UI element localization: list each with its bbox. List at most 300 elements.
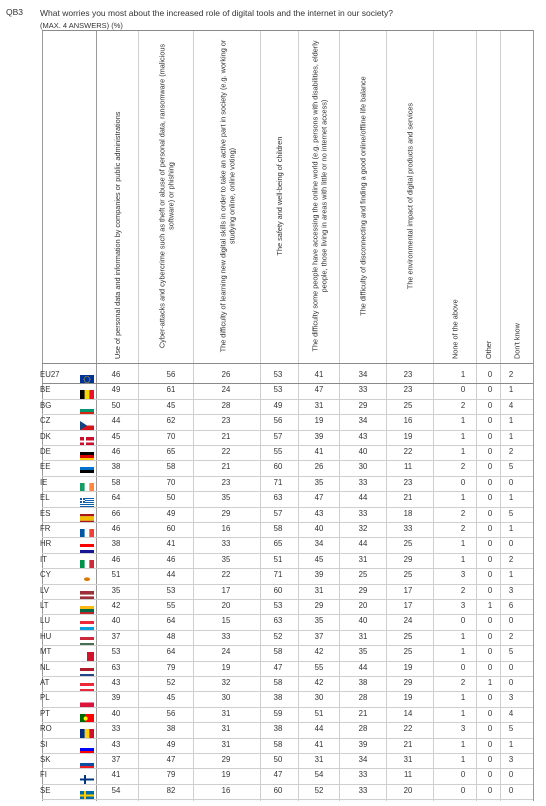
value-cell: 0 [487, 724, 493, 734]
value-cell: 45 [166, 400, 176, 410]
value-cell: 38 [111, 462, 121, 472]
value-cell: 28 [358, 724, 368, 734]
value-cell: 50 [111, 400, 121, 410]
value-cell: 0 [487, 616, 493, 626]
flag-icon [80, 741, 94, 750]
value-cell: 1 [460, 708, 466, 718]
flag-icon [80, 771, 94, 780]
value-cell: 41 [314, 739, 324, 749]
column-header-label [299, 33, 338, 359]
value-cell: 0 [487, 493, 493, 503]
value-cell: 0 [487, 708, 493, 718]
value-cell: 79 [166, 662, 176, 672]
value-cell: 0 [460, 770, 466, 780]
value-cell: 4 [508, 708, 514, 718]
column-header [193, 30, 260, 359]
value-cell: 41 [314, 370, 324, 379]
value-cell: 2 [460, 462, 466, 472]
value-cell: 58 [273, 647, 283, 657]
value-cell: 49 [273, 400, 283, 410]
value-cell: 16 [221, 785, 231, 795]
value-cell: 33 [358, 508, 368, 518]
value-cell: 45 [166, 693, 176, 703]
value-cell: 0 [460, 785, 466, 795]
table-row [0, 722, 546, 737]
value-cell: 0 [508, 539, 514, 549]
value-cell: 0 [487, 585, 493, 595]
value-cell: 47 [273, 770, 283, 780]
value-cell: 49 [111, 385, 121, 395]
value-cell: 66 [111, 508, 121, 518]
value-cell: 23 [403, 385, 413, 395]
value-cell: 53 [273, 601, 283, 610]
country-code: BE [40, 385, 51, 395]
country-code: EL [40, 493, 50, 503]
value-cell: 40 [358, 447, 368, 456]
value-cell: 21 [403, 739, 413, 749]
value-cell: 22 [221, 447, 231, 456]
value-cell: 39 [358, 739, 368, 749]
value-cell: 55 [314, 662, 324, 672]
value-cell: 79 [166, 770, 176, 780]
country-code: EE [40, 462, 51, 472]
value-cell: 46 [111, 554, 121, 564]
country-code: LV [40, 585, 49, 595]
country-code: SK [40, 755, 51, 764]
column-header [433, 30, 476, 359]
table-row [0, 383, 546, 398]
column-header [96, 30, 138, 359]
column-header [500, 30, 533, 359]
value-cell: 22 [403, 724, 413, 734]
table-row [0, 568, 546, 583]
value-cell: 3 [460, 570, 466, 580]
value-cell: 31 [403, 755, 413, 764]
column-header-label [340, 33, 385, 359]
value-cell: 20 [358, 601, 368, 610]
column-header-label [477, 33, 499, 359]
flag-icon [80, 540, 94, 549]
value-cell: 49 [166, 508, 176, 518]
value-cell: 25 [403, 539, 413, 549]
value-cell: 82 [166, 785, 176, 795]
column-header-label [194, 33, 259, 359]
value-cell: 16 [403, 416, 413, 426]
value-cell: 37 [111, 631, 121, 641]
value-cell: 1 [508, 385, 514, 395]
column-header [476, 30, 500, 359]
value-cell: 46 [111, 370, 121, 379]
value-cell: 40 [358, 616, 368, 626]
value-cell: 39 [314, 431, 324, 441]
value-cell: 46 [111, 524, 121, 533]
country-code: ES [40, 508, 51, 518]
value-cell: 1 [508, 524, 514, 533]
value-cell: 0 [487, 662, 493, 672]
value-cell: 3 [508, 755, 514, 764]
flag-icon [80, 479, 94, 488]
value-cell: 41 [314, 447, 324, 456]
value-cell: 5 [508, 647, 514, 657]
value-cell: 44 [358, 662, 368, 672]
column-header-text: The safety and well-being of children [274, 136, 284, 256]
value-cell: 42 [314, 678, 324, 687]
value-cell: 4 [508, 400, 514, 410]
value-cell: 0 [487, 739, 493, 749]
value-cell: 1 [460, 693, 466, 703]
value-cell: 31 [221, 739, 231, 749]
column-header-text: Cyber-attacks and cybercrime such as theft or abuse of personal data, ransomware (malicious software) or phishing [156, 43, 175, 349]
value-cell: 1 [460, 493, 466, 503]
column-header-label [387, 33, 432, 359]
value-cell: 19 [403, 662, 413, 672]
value-cell: 50 [166, 493, 176, 503]
value-cell: 1 [487, 601, 493, 610]
value-cell: 31 [358, 554, 368, 564]
value-cell: 54 [111, 785, 121, 795]
flag-icon [80, 386, 94, 395]
flag-icon [80, 433, 94, 442]
value-cell: 63 [273, 493, 283, 503]
value-cell: 11 [403, 770, 413, 780]
country-code: HU [40, 631, 52, 641]
country-code: MT [40, 647, 52, 657]
value-cell: 1 [508, 493, 514, 503]
table-row [0, 753, 546, 768]
country-code: PT [40, 708, 50, 718]
value-cell: 24 [221, 647, 231, 657]
value-cell: 57 [273, 508, 283, 518]
column-header [386, 30, 433, 359]
value-cell: 71 [273, 477, 283, 487]
value-cell: 28 [358, 693, 368, 703]
value-cell: 19 [403, 431, 413, 441]
value-cell: 2 [460, 400, 466, 410]
column-header-text: The difficulty of learning new digital skills in order to take an active part in society (e.g. working or studying online, online voting) [217, 39, 236, 353]
value-cell: 33 [221, 539, 231, 549]
column-header [339, 30, 386, 359]
value-cell: 17 [403, 601, 413, 610]
column-header-text: Don't know [512, 323, 521, 359]
value-cell: 55 [273, 447, 283, 456]
question-title: What worries you most about the increased role of digital tools and the internet in our society? [40, 8, 393, 18]
value-cell: 25 [403, 631, 413, 641]
value-cell: 1 [460, 631, 466, 641]
value-cell: 1 [460, 416, 466, 426]
table-row [0, 476, 546, 491]
value-cell: 19 [403, 693, 413, 703]
value-cell: 44 [111, 416, 121, 426]
value-cell: 26 [221, 370, 231, 379]
value-cell: 23 [221, 416, 231, 426]
value-cell: 29 [403, 554, 413, 564]
flag-icon [80, 787, 94, 796]
value-cell: 28 [221, 400, 231, 410]
value-cell: 0 [487, 539, 493, 549]
table-row [0, 553, 546, 568]
value-cell: 53 [273, 370, 283, 379]
value-cell: 61 [166, 385, 176, 395]
value-cell: 0 [460, 385, 466, 395]
value-cell: 2 [508, 447, 514, 456]
flag-icon [80, 633, 94, 642]
value-cell: 35 [221, 493, 231, 503]
row-divider [42, 799, 533, 800]
value-cell: 56 [273, 416, 283, 426]
value-cell: 33 [358, 477, 368, 487]
value-cell: 51 [314, 708, 324, 718]
flag-icon [80, 664, 94, 673]
value-cell: 32 [221, 678, 231, 687]
value-cell: 3 [508, 585, 514, 595]
value-cell: 0 [508, 678, 514, 687]
value-cell: 31 [221, 708, 231, 718]
value-cell: 60 [273, 462, 283, 472]
column-header [138, 30, 193, 359]
value-cell: 23 [403, 477, 413, 487]
value-cell: 0 [487, 400, 493, 410]
value-cell: 1 [487, 678, 493, 687]
value-cell: 52 [166, 678, 176, 687]
value-cell: 59 [273, 708, 283, 718]
value-cell: 25 [403, 570, 413, 580]
column-header-text: The difficulty of disconnecting and finding a good online/offline life balance [358, 76, 367, 316]
column-header-label [139, 33, 192, 359]
value-cell: 47 [273, 662, 283, 672]
flag-icon [80, 648, 94, 657]
flag-icon [80, 587, 94, 596]
table-row [0, 645, 546, 660]
value-cell: 19 [314, 416, 324, 426]
value-cell: 21 [403, 493, 413, 503]
value-cell: 5 [508, 724, 514, 734]
value-cell: 0 [487, 647, 493, 657]
table-row [0, 599, 546, 614]
value-cell: 2 [508, 554, 514, 564]
country-code: CZ [40, 416, 51, 426]
value-cell: 39 [111, 693, 121, 703]
country-code: RO [40, 724, 52, 734]
value-cell: 35 [358, 647, 368, 657]
value-cell: 0 [508, 785, 514, 795]
value-cell: 58 [166, 462, 176, 472]
value-cell: 20 [403, 785, 413, 795]
flag-icon [80, 617, 94, 626]
value-cell: 64 [166, 647, 176, 657]
value-cell: 1 [508, 431, 514, 441]
value-cell: 2 [460, 524, 466, 533]
value-cell: 54 [314, 770, 324, 780]
value-cell: 29 [221, 755, 231, 764]
value-cell: 38 [111, 539, 121, 549]
value-cell: 22 [221, 570, 231, 580]
value-cell: 1 [460, 431, 466, 441]
column-header-text: Other [483, 340, 493, 359]
country-code: BG [40, 400, 52, 410]
value-cell: 53 [111, 647, 121, 657]
column-header-label [261, 33, 297, 359]
table-row [0, 630, 546, 645]
value-cell: 64 [111, 493, 121, 503]
value-cell: 0 [487, 755, 493, 764]
value-cell: 33 [403, 524, 413, 533]
header-bottom-line [42, 363, 533, 364]
column-header-text: Use of personal data and information by companies or public administrations [112, 111, 122, 359]
table-row [0, 691, 546, 706]
flag-icon [80, 494, 94, 503]
value-cell: 26 [314, 462, 324, 472]
flag-icon [80, 371, 94, 380]
value-cell: 0 [487, 785, 493, 795]
table-row [0, 661, 546, 676]
value-cell: 45 [111, 431, 121, 441]
value-cell: 38 [273, 693, 283, 703]
value-cell: 32 [358, 524, 368, 533]
value-cell: 53 [273, 385, 283, 395]
value-cell: 43 [358, 431, 368, 441]
country-code: CY [40, 570, 51, 580]
value-cell: 18 [403, 508, 413, 518]
value-cell: 33 [111, 724, 121, 734]
value-cell: 14 [403, 708, 413, 718]
value-cell: 24 [221, 385, 231, 395]
value-cell: 35 [314, 477, 324, 487]
question-id: QB3 [6, 7, 24, 17]
question-text [40, 7, 540, 32]
value-cell: 40 [111, 708, 121, 718]
value-cell: 31 [314, 585, 324, 595]
value-cell: 60 [273, 785, 283, 795]
value-cell: 34 [314, 539, 324, 549]
value-cell: 39 [314, 570, 324, 580]
value-cell: 19 [221, 770, 231, 780]
value-cell: 23 [403, 370, 413, 379]
value-cell: 50 [273, 755, 283, 764]
value-cell: 1 [508, 416, 514, 426]
value-cell: 41 [166, 539, 176, 549]
value-cell: 0 [487, 385, 493, 395]
value-cell: 64 [166, 616, 176, 626]
table-row [0, 537, 546, 552]
value-cell: 44 [358, 493, 368, 503]
value-cell: 62 [166, 416, 176, 426]
column-header-label [434, 33, 475, 359]
value-cell: 56 [166, 370, 176, 379]
value-cell: 38 [166, 724, 176, 734]
value-cell: 52 [273, 631, 283, 641]
value-cell: 51 [273, 554, 283, 564]
table-row [0, 738, 546, 753]
value-cell: 3 [460, 724, 466, 734]
value-cell: 65 [273, 539, 283, 549]
value-cell: 47 [314, 493, 324, 503]
value-cell: 21 [358, 708, 368, 718]
flag-icon [80, 756, 94, 765]
country-code: DK [40, 431, 51, 441]
value-cell: 0 [487, 508, 493, 518]
value-cell: 30 [221, 693, 231, 703]
value-cell: 0 [487, 416, 493, 426]
country-code: PL [40, 693, 50, 703]
value-cell: 60 [166, 524, 176, 533]
value-cell: 31 [314, 755, 324, 764]
value-cell: 48 [166, 631, 176, 641]
value-cell: 1 [460, 370, 466, 379]
value-cell: 1 [460, 739, 466, 749]
value-cell: 17 [221, 585, 231, 595]
value-cell: 71 [273, 570, 283, 580]
value-cell: 34 [358, 370, 368, 379]
value-cell: 11 [403, 462, 413, 472]
table-row [0, 430, 546, 445]
value-cell: 35 [111, 585, 121, 595]
value-cell: 49 [166, 739, 176, 749]
value-cell: 29 [358, 400, 368, 410]
table-row [0, 491, 546, 506]
value-cell: 43 [111, 739, 121, 749]
value-cell: 0 [487, 631, 493, 641]
flag-icon [80, 402, 94, 411]
value-cell: 0 [487, 462, 493, 472]
flag-icon [80, 525, 94, 534]
value-cell: 41 [111, 770, 121, 780]
value-cell: 47 [166, 755, 176, 764]
value-cell: 40 [111, 616, 121, 626]
table-row [0, 445, 546, 460]
country-code: LU [40, 616, 50, 626]
flag-icon [80, 417, 94, 426]
value-cell: 24 [403, 616, 413, 626]
column-header [298, 30, 339, 359]
value-cell: 1 [460, 554, 466, 564]
value-cell: 56 [166, 708, 176, 718]
value-cell: 0 [460, 662, 466, 672]
value-cell: 1 [508, 570, 514, 580]
value-cell: 35 [221, 554, 231, 564]
value-cell: 46 [166, 554, 176, 564]
value-cell: 44 [166, 570, 176, 580]
value-cell: 2 [460, 585, 466, 595]
value-cell: 21 [221, 431, 231, 441]
value-cell: 44 [314, 724, 324, 734]
value-cell: 21 [221, 462, 231, 472]
value-cell: 3 [508, 693, 514, 703]
table-row [0, 614, 546, 629]
country-code: DE [40, 447, 51, 456]
value-cell: 29 [403, 678, 413, 687]
country-code: EU27 [40, 370, 60, 379]
value-cell: 55 [166, 601, 176, 610]
value-cell: 33 [358, 785, 368, 795]
flag-icon [80, 463, 94, 472]
value-cell: 0 [460, 477, 466, 487]
value-cell: 1 [508, 739, 514, 749]
table-row [0, 522, 546, 537]
value-cell: 57 [273, 431, 283, 441]
value-cell: 63 [273, 616, 283, 626]
country-code: SI [40, 739, 48, 749]
value-cell: 30 [358, 462, 368, 472]
value-cell: 25 [403, 400, 413, 410]
value-cell: 0 [487, 370, 493, 379]
column-header-text: The difficulty some people have accessing the online world (e.g. persons with disabilities, elderly people, those living in areas with little or no internet access) [309, 40, 328, 352]
table-row [0, 460, 546, 475]
value-cell: 60 [273, 585, 283, 595]
value-cell: 45 [314, 554, 324, 564]
value-cell: 29 [358, 585, 368, 595]
value-cell: 44 [358, 539, 368, 549]
value-cell: 70 [166, 431, 176, 441]
